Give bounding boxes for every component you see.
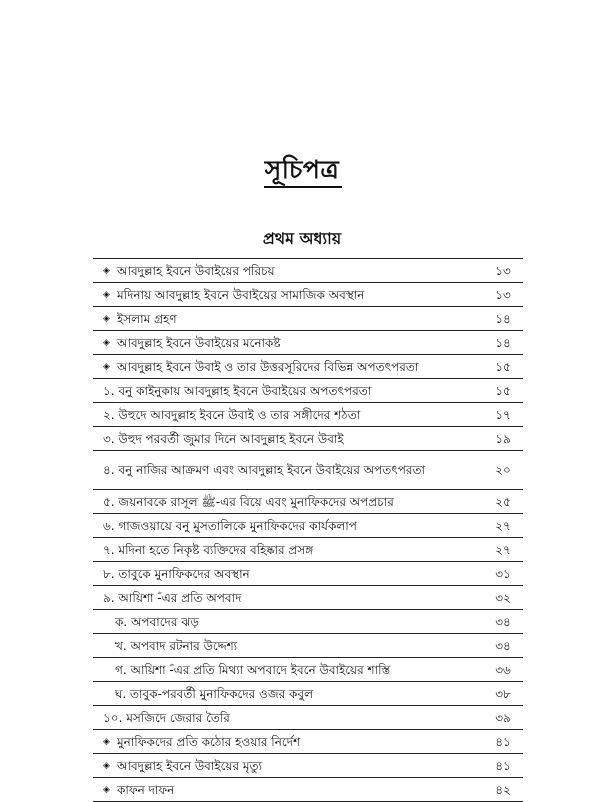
toc-row — [93, 682, 523, 706]
toc-entry-label: ৩. উহুদ পরবর্তী জুমার দিনে আবদুল্লাহ ইবনে উবাই — [103, 431, 344, 446]
toc-row — [93, 451, 523, 490]
toc-entry-page: ২০ — [495, 463, 511, 477]
toc-entry-page: ১৫ — [495, 359, 511, 374]
toc-row — [93, 259, 523, 283]
toc-entry-label: ক. অপবাদের ঝড় — [115, 614, 199, 629]
toc-entry-label: ৪. বনু নাজির আক্রমণ এবং আবদুল্লাহ ইবনে উবাইয়ের অপতৎপরতা — [103, 463, 425, 477]
diamond-bullet-icon: ◈ — [103, 361, 110, 372]
toc-entry-label: ১. বনু কাইনুকায় আবদুল্লাহ ইবনে উবাইয়ের অপতৎপরতা — [103, 383, 372, 398]
page-title: সূচিপত্র — [264, 155, 340, 184]
toc-entry-label: ৭. মদিনা হতে নিকৃষ্ট ব্যক্তিদের বহিষ্কার প্রসঙ্গ — [103, 542, 314, 557]
toc-row — [93, 427, 523, 451]
toc-row — [93, 658, 523, 682]
toc-entry-page: ৩৪ — [495, 638, 511, 653]
toc-entry-label: কাফন দাফন — [117, 782, 175, 797]
toc-entry-page: ৪২ — [495, 782, 511, 797]
title-underline — [264, 186, 342, 188]
toc-entry-page: ৩৪ — [495, 614, 511, 629]
toc-row — [93, 730, 523, 754]
toc-row — [93, 538, 523, 562]
toc-entry-label: খ. অপবাদ রটনার উদ্দেশ্য — [115, 638, 238, 653]
toc-entry-page: ১৪ — [495, 335, 511, 350]
toc-entry-label: ইসলাম গ্রহণ — [117, 311, 177, 326]
diamond-bullet-icon: ◈ — [103, 313, 110, 324]
toc-entry-page: ৩২ — [495, 590, 511, 605]
toc-row — [93, 754, 523, 778]
toc-row — [93, 562, 523, 586]
toc-entry-page: ১৫ — [495, 383, 511, 398]
toc-entry-label: ঘ. তাবুক-পরবর্তী মুনাফিকদের ওজর কবুল — [115, 686, 314, 701]
toc-entry-label: আবদুল্লাহ ইবনে উবাইয়ের পরিচয় — [117, 263, 275, 278]
diamond-bullet-icon: ◈ — [103, 289, 110, 300]
diamond-bullet-icon: ◈ — [103, 736, 110, 747]
toc-entry-page: ১৩ — [495, 287, 511, 302]
toc-entry-label: মুনাফিকদের প্রতি কঠোর হওয়ার নির্দেশ — [117, 734, 301, 749]
diamond-bullet-icon: ◈ — [103, 784, 110, 795]
toc-row — [93, 586, 523, 610]
toc-entry-page: ৪১ — [495, 734, 511, 749]
toc-entry-label: ৫. জয়নাবকে রাসূল ﷺ-এর বিয়ে এবং মুনাফিকদের অপপ্রচার — [103, 494, 394, 509]
toc-entry-page: ৩৬ — [495, 662, 511, 677]
toc-row — [93, 355, 523, 379]
toc-row — [93, 307, 523, 331]
toc-entry-label: ৯. আয়িশা ؓ-এর প্রতি অপবাদ — [103, 590, 242, 605]
toc-row — [93, 403, 523, 427]
toc-entry-label: গ. আয়িশা ؓ-এর প্রতি মিথ্যা অপবাদে ইবনে উবাইয়ের শাস্তি — [115, 662, 391, 677]
toc-row — [93, 610, 523, 634]
table-of-contents — [93, 258, 523, 802]
toc-row — [93, 706, 523, 730]
toc-entry-page: ৩১ — [495, 566, 511, 581]
toc-entry-label: মদিনায় আবদুল্লাহ ইবনে উবাইয়ের সামাজিক অবস্থান — [117, 287, 365, 302]
diamond-bullet-icon: ◈ — [103, 337, 110, 348]
toc-entry-page: ২৭ — [495, 518, 511, 533]
toc-entry-page: ১৩ — [495, 263, 511, 278]
toc-entry-page: ১৭ — [495, 407, 511, 422]
toc-entry-page: ৪১ — [495, 758, 511, 773]
toc-row — [93, 778, 523, 802]
toc-entry-label: ১০. মসজিদে জেরার তৈরি — [103, 710, 230, 725]
toc-entry-page: ২৭ — [495, 542, 511, 557]
toc-row — [93, 514, 523, 538]
diamond-bullet-icon: ◈ — [103, 760, 110, 771]
diamond-bullet-icon: ◈ — [103, 265, 110, 276]
chapter-heading: প্রথম অধ্যায় — [262, 229, 342, 248]
toc-row — [93, 490, 523, 514]
toc-entry-label: আবদুল্লাহ ইবনে উবাইয়ের মৃত্যু — [117, 758, 263, 773]
toc-entry-label: ৮. তাবুকে মুনাফিকদের অবস্থান — [103, 566, 250, 581]
toc-row — [93, 331, 523, 355]
toc-entry-label: ২. উহুদে আবদুল্লাহ ইবনে উবাই ও তার সঙ্গীদের শঠতা — [103, 407, 361, 422]
toc-row — [93, 283, 523, 307]
toc-entry-page: ১৯ — [495, 431, 511, 446]
toc-entry-page: ৩৮ — [495, 686, 511, 701]
toc-entry-page: ২৫ — [495, 494, 511, 509]
toc-entry-label: আবদুল্লাহ ইবনে উবাইয়ের মনোকষ্ট — [117, 335, 281, 350]
toc-entry-page: ১৪ — [495, 311, 511, 326]
toc-entry-label: ৬. গাজওয়ায়ে বনু মুসতালিকে মুনাফিকদের কার্যকলাপ — [103, 518, 357, 533]
toc-row — [93, 634, 523, 658]
toc-entry-label: আবদুল্লাহ ইবনে উবাই ও তার উত্তরসূরিদের বিভিন্ন অপতৎপরতা — [117, 359, 419, 374]
toc-entry-page: ৩৯ — [495, 710, 511, 725]
toc-row — [93, 379, 523, 403]
